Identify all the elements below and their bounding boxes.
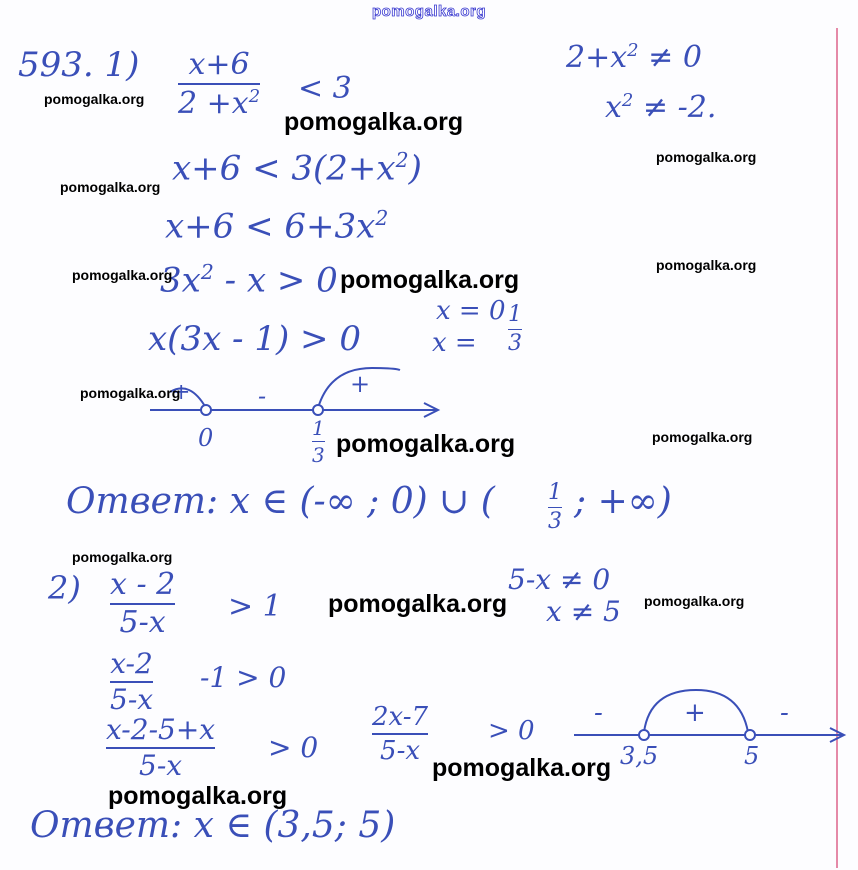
axis-2-label-3-5: 3,5 <box>620 742 659 770</box>
watermark: pomogalka.org <box>336 430 516 458</box>
answer-1-fraction: 1 3 <box>548 480 562 534</box>
answer-2 <box>30 805 396 846</box>
step-4: x(3x - 1) > 0 <box>148 319 361 359</box>
root-2-fraction: 1 3 <box>508 302 522 356</box>
inequality-2-relation: > 1 <box>228 589 282 624</box>
watermark: pomogalka.org <box>72 549 173 565</box>
watermark: pomogalka.org <box>432 754 612 782</box>
step-2-2-rest: > 0 <box>268 731 319 764</box>
sign-3: + <box>350 370 371 398</box>
inequality-2-fraction: x - 2 5-x <box>110 567 176 640</box>
watermark: pomogalka.org <box>328 590 508 618</box>
domain-2-line-2: x ≠ 5 <box>546 595 621 628</box>
fraction-numerator: x+6 <box>188 47 250 82</box>
site-header[interactable]: pomogalka.org <box>371 3 486 20</box>
answer-1-end: ; +∞) <box>574 481 672 522</box>
watermark: pomogalka.org <box>44 91 145 107</box>
watermark: pomogalka.org <box>656 149 757 165</box>
sign-2-3: - <box>780 698 789 728</box>
watermark: pomogalka.org <box>644 593 745 609</box>
step-2-3-fraction: 2x-7 5-x <box>372 702 429 766</box>
open-point-3-5 <box>639 730 649 740</box>
sign-2-2: + <box>684 698 706 728</box>
watermark: pomogalka.org <box>340 266 520 294</box>
watermark: pomogalka.org <box>72 267 173 283</box>
watermark: pomogalka.org <box>652 429 753 445</box>
answer-2-set: x ∈ (3,5; 5) <box>193 805 396 846</box>
sign-2-1: - <box>594 698 603 728</box>
answer-2-label: Ответ: <box>30 805 183 846</box>
root-1: x = 0 <box>436 296 506 326</box>
axis-2-label-5: 5 <box>744 742 760 770</box>
fraction-denominator: $2 +x^2$ <box>178 86 261 121</box>
step-2-1-fraction: x-2 5-x <box>110 647 154 716</box>
domain-line-2: $x^2 \ne -2$. <box>605 90 717 125</box>
problem-2-number: 2) <box>48 569 81 607</box>
answer-label: Ответ: <box>66 481 219 522</box>
sign-1: + <box>172 380 191 405</box>
inequality-relation: < 3 <box>298 71 352 106</box>
watermark: pomogalka.org <box>284 108 464 136</box>
problem-number: 593. 1) <box>18 45 140 85</box>
sign-2: - <box>258 382 267 410</box>
root-2-label: x = <box>432 328 477 358</box>
step-3: $3x^2 - x > 0$ <box>160 260 338 301</box>
step-1: $x+6 < 3(2+x^2)$ <box>172 148 422 189</box>
watermark: pomogalka.org <box>60 179 161 195</box>
step-2-1-rest: -1 > 0 <box>200 661 287 694</box>
watermark: pomogalka.org <box>80 385 181 401</box>
domain-line-1: $2+x^2 \ne 0$ <box>566 40 702 75</box>
step-2-3-rest: > 0 <box>488 716 535 746</box>
axis-label-0: 0 <box>198 424 214 452</box>
step-2: $x+6 < 6+3x^2$ <box>165 206 389 247</box>
domain-2-line-1: 5-x ≠ 0 <box>508 563 611 596</box>
watermark: pomogalka.org <box>108 782 288 810</box>
open-point-5 <box>745 730 755 740</box>
answer-set: x ∈ (-∞ ; 0) ∪ ( <box>229 481 495 522</box>
step-2-2-fraction: x-2-5+x 5-x <box>106 713 216 782</box>
watermark: pomogalka.org <box>656 257 757 273</box>
axis-label-1-3: 1 3 <box>312 416 325 467</box>
